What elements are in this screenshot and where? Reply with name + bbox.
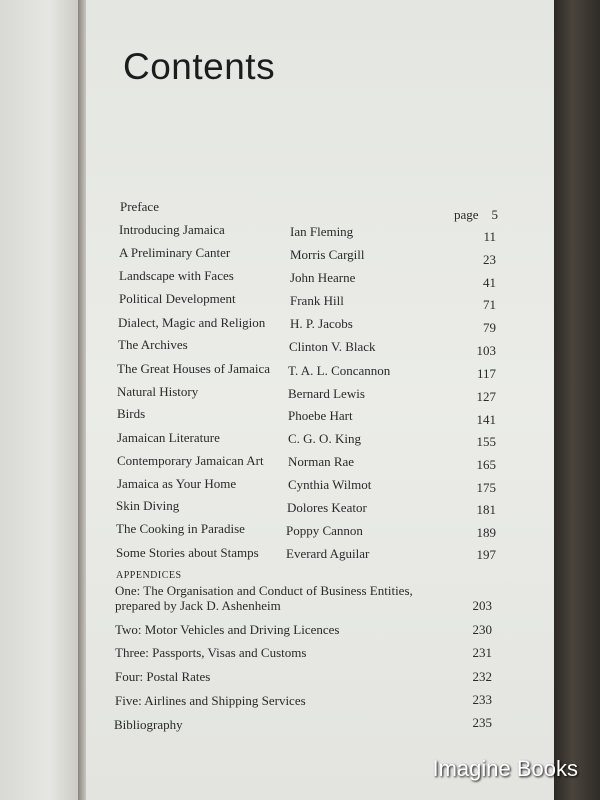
entry-author: Norman Rae (288, 454, 355, 469)
entry-author: Ian Fleming (290, 224, 354, 239)
appendix-page: 230 (472, 622, 492, 637)
entry-author: Poppy Cannon (286, 523, 363, 538)
preface-label: Preface (120, 199, 159, 214)
entry-page: 71 (483, 297, 496, 312)
bibliography-label: Bibliography (114, 717, 183, 732)
entry-author: C. G. O. King (288, 431, 361, 446)
entry-author: Clinton V. Black (289, 339, 376, 354)
entry-title: Introducing Jamaica (119, 222, 225, 237)
entry-title: Contemporary Jamaican Art (117, 453, 264, 468)
entry-title: A Preliminary Canter (119, 245, 231, 260)
entry-author: John Hearne (290, 270, 356, 285)
entry-page: 175 (476, 480, 496, 495)
entry-page: 41 (483, 275, 496, 290)
entry-page: 23 (483, 252, 496, 267)
appendix-page: 233 (472, 692, 492, 707)
entry-title: The Cooking in Paradise (116, 521, 245, 536)
entry-title: Skin Diving (116, 498, 180, 513)
entry-title: Jamaican Literature (117, 430, 220, 445)
appendix-title: Three: Passports, Visas and Customs (115, 645, 307, 660)
entry-page: 127 (476, 389, 496, 404)
appendix-page: 231 (472, 645, 492, 660)
entry-title: The Great Houses of Jamaica (117, 361, 271, 376)
entry-author: Cynthia Wilmot (288, 477, 372, 492)
entry-title: Birds (117, 406, 146, 421)
entry-title: The Archives (118, 337, 188, 352)
entry-author: Frank Hill (290, 293, 344, 308)
watermark: Imagine Books (432, 756, 578, 781)
left-page (0, 0, 82, 800)
page-title: Contents (123, 46, 276, 87)
entry-page: 103 (476, 343, 496, 358)
entry-title: Landscape with Faces (119, 268, 234, 283)
entry-author: Everard Aguilar (286, 546, 370, 561)
entry-page: 11 (483, 229, 496, 244)
entry-page: 197 (476, 547, 496, 562)
appendix-title: One: The Organisation and Conduct of Business Entities, (115, 583, 413, 598)
appendix-title: Four: Postal Rates (115, 669, 211, 684)
entry-page: 165 (476, 457, 496, 472)
entry-page: 79 (483, 320, 496, 335)
book-spine (78, 0, 86, 800)
entry-title: Political Development (119, 291, 236, 306)
appendix-subtitle: prepared by Jack D. Ashenheim (115, 598, 281, 613)
entry-author: Bernard Lewis (288, 386, 365, 401)
entry-page: 155 (476, 434, 496, 449)
entry-author: Phoebe Hart (288, 408, 353, 423)
entry-author: Dolores Keator (287, 500, 367, 515)
preface-page: 5 (491, 207, 498, 222)
bibliography-page: 235 (472, 715, 492, 730)
entry-title: Some Stories about Stamps (116, 545, 259, 560)
entry-page: 189 (476, 525, 496, 540)
appendix-page: 232 (472, 669, 492, 684)
appendices-heading: APPENDICES (116, 570, 182, 581)
appendix-page: 203 (472, 598, 492, 613)
page-column-label: page (454, 207, 479, 222)
entry-page: 117 (476, 366, 496, 381)
appendix-title: Five: Airlines and Shipping Services (115, 693, 306, 708)
entry-page: 181 (476, 502, 496, 517)
background-edge (554, 0, 600, 800)
entry-title: Natural History (117, 384, 199, 399)
entry-title: Dialect, Magic and Religion (118, 315, 266, 330)
entry-author: T. A. L. Concannon (288, 363, 391, 378)
entry-author: H. P. Jacobs (290, 316, 353, 331)
entry-author: Morris Cargill (290, 247, 365, 262)
appendix-title: Two: Motor Vehicles and Driving Licences (115, 622, 340, 637)
entry-page: 141 (476, 412, 496, 427)
entry-title: Jamaica as Your Home (117, 476, 237, 491)
